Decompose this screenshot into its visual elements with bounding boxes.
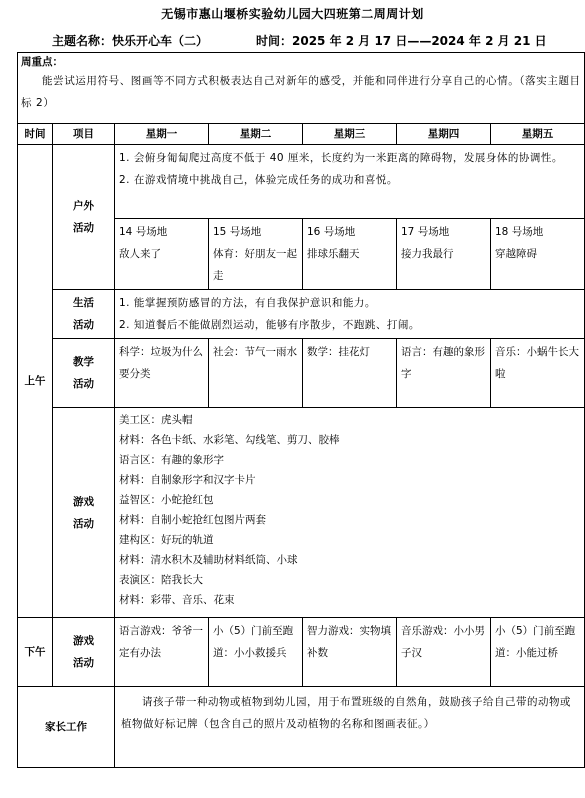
outdoor-thursday (397, 219, 491, 290)
game-line-1: 美工区：虎头帽 (119, 414, 193, 426)
parent-text: 请孩子带一种动物或植物到幼儿园，用于布置班级的自然角，鼓励孩子给自己带的动物或植物做好标记牌（包含自己的照片及动植物的名称和图画表征。） (115, 687, 585, 768)
game-line-10: 材料：彩带、音乐、花束 (119, 594, 235, 606)
header-friday: 星期五 (491, 124, 585, 145)
teaching-label-2: 活动 (73, 378, 94, 390)
header-item: 项目 (53, 124, 115, 145)
afternoon-wednesday: 智力游戏：实物填补数 (303, 618, 397, 687)
afternoon-game-label (53, 618, 115, 687)
outdoor-tuesday (209, 219, 303, 290)
afternoon-friday: 小（5）门前至跑道：小能过桥 (491, 618, 585, 687)
date-range: 时间：2025 年 2 月 17 日——2024 年 2 月 21 日 (256, 34, 547, 48)
outdoor-friday (491, 219, 585, 290)
outdoor-tuesday-place: 15 号场地 (213, 226, 262, 238)
outdoor-label-1: 户外 (73, 200, 94, 212)
outdoor-goals-row (18, 145, 585, 219)
outdoor-monday (115, 219, 209, 290)
teaching-row (18, 339, 585, 408)
header-wednesday: 星期三 (303, 124, 397, 145)
life-label (53, 290, 115, 339)
focus-row (18, 53, 585, 124)
outdoor-goal-2: 2. 在游戏情境中挑战自己，体验完成任务的成功和喜悦。 (119, 174, 398, 186)
afternoon-label-2: 活动 (73, 657, 94, 669)
outdoor-thursday-place: 17 号场地 (401, 226, 450, 238)
teaching-wednesday: 数学：挂花灯 (303, 339, 397, 408)
outdoor-tuesday-game: 体育：好朋友一起走 (213, 248, 297, 282)
parent-row (18, 687, 585, 768)
outdoor-label (53, 145, 115, 290)
header-monday: 星期一 (115, 124, 209, 145)
life-label-2: 活动 (73, 319, 94, 331)
game-label-2: 活动 (73, 517, 94, 530)
game-line-6: 材料：自制小蛇抢红包图片两套 (119, 514, 266, 526)
game-line-7: 建构区：好玩的轨道 (119, 534, 214, 546)
teaching-monday: 科学：垃圾为什么要分类 (115, 339, 209, 408)
focus-text: 能尝试运用符号、图画等不同方式积极表达自己对新年的感受，并能和同伴进行分享自己的心情。（落实主题目标 2） (21, 75, 581, 109)
game-line-9: 表演区：陪我长大 (119, 574, 203, 586)
teaching-tuesday: 社会：节气一雨水 (209, 339, 303, 408)
game-line-3: 语言区：有趣的象形字 (119, 454, 224, 466)
outdoor-friday-place: 18 号场地 (495, 226, 544, 238)
outdoor-goals (115, 145, 585, 219)
outdoor-wednesday-game: 排球乐翻天 (307, 248, 360, 260)
page-title: 无锡市惠山堰桥实验幼儿园大四班第二周周计划 (161, 7, 424, 21)
game-line-5: 益智区：小蛇抢红包 (119, 494, 214, 506)
teaching-label-1: 教学 (73, 356, 94, 368)
teaching-friday: 音乐：小蜗牛长大啦 (491, 339, 585, 408)
outdoor-friday-game: 穿越障碍 (495, 248, 537, 260)
header-tuesday: 星期二 (209, 124, 303, 145)
game-label (53, 408, 115, 618)
life-label-1: 生活 (73, 297, 94, 309)
game-line-2: 材料：各色卡纸、水彩笔、勾线笔、剪刀、胶棒 (119, 434, 340, 446)
life-goal-2: 2. 知道餐后不能做剧烈运动，能够有序散步，不跑跳、打闹。 (119, 319, 420, 331)
header-row (18, 124, 585, 145)
life-goal-1: 1. 能掌握预防感冒的方法，有自我保护意识和能力。 (119, 297, 376, 309)
outdoor-wednesday-place: 16 号场地 (307, 226, 356, 238)
outdoor-label-2: 活动 (73, 222, 94, 234)
life-row (18, 290, 585, 339)
afternoon-row (18, 618, 585, 687)
game-line-4: 材料：自制象形字和汉字卡片 (119, 474, 256, 486)
focus-label: 周重点： (21, 56, 63, 68)
outdoor-thursday-game: 接力我最行 (401, 248, 454, 260)
theme-name: 主题名称：快乐开心车（二） (52, 34, 209, 48)
morning-label: 上午 (18, 145, 53, 618)
game-line-8: 材料：清水积木及辅助材料纸筒、小球 (119, 554, 298, 566)
header-time: 时间 (18, 124, 53, 145)
focus-cell (18, 53, 585, 124)
parent-label: 家长工作 (18, 687, 115, 768)
life-goals (115, 290, 585, 339)
afternoon-label: 下午 (18, 618, 53, 687)
plan-table (17, 52, 585, 768)
game-label-1: 游戏 (73, 495, 94, 508)
outdoor-monday-place: 14 号场地 (119, 226, 168, 238)
afternoon-label-1: 游戏 (73, 635, 94, 647)
outdoor-wednesday (303, 219, 397, 290)
header-thursday: 星期四 (397, 124, 491, 145)
game-areas (115, 408, 585, 618)
teaching-label (53, 339, 115, 408)
outdoor-goal-1: 1. 会俯身匍匐爬过高度不低于 40 厘米，长度约为一米距离的障碍物，发展身体的协调性。 (119, 152, 563, 164)
game-row (18, 408, 585, 618)
afternoon-monday: 语言游戏：爷爷一定有办法 (115, 618, 209, 687)
outdoor-monday-game: 敌人来了 (119, 248, 161, 260)
teaching-thursday: 语言：有趣的象形字 (397, 339, 491, 408)
afternoon-thursday: 音乐游戏：小小男子汉 (397, 618, 491, 687)
afternoon-tuesday: 小（5）门前至跑道：小小救援兵 (209, 618, 303, 687)
